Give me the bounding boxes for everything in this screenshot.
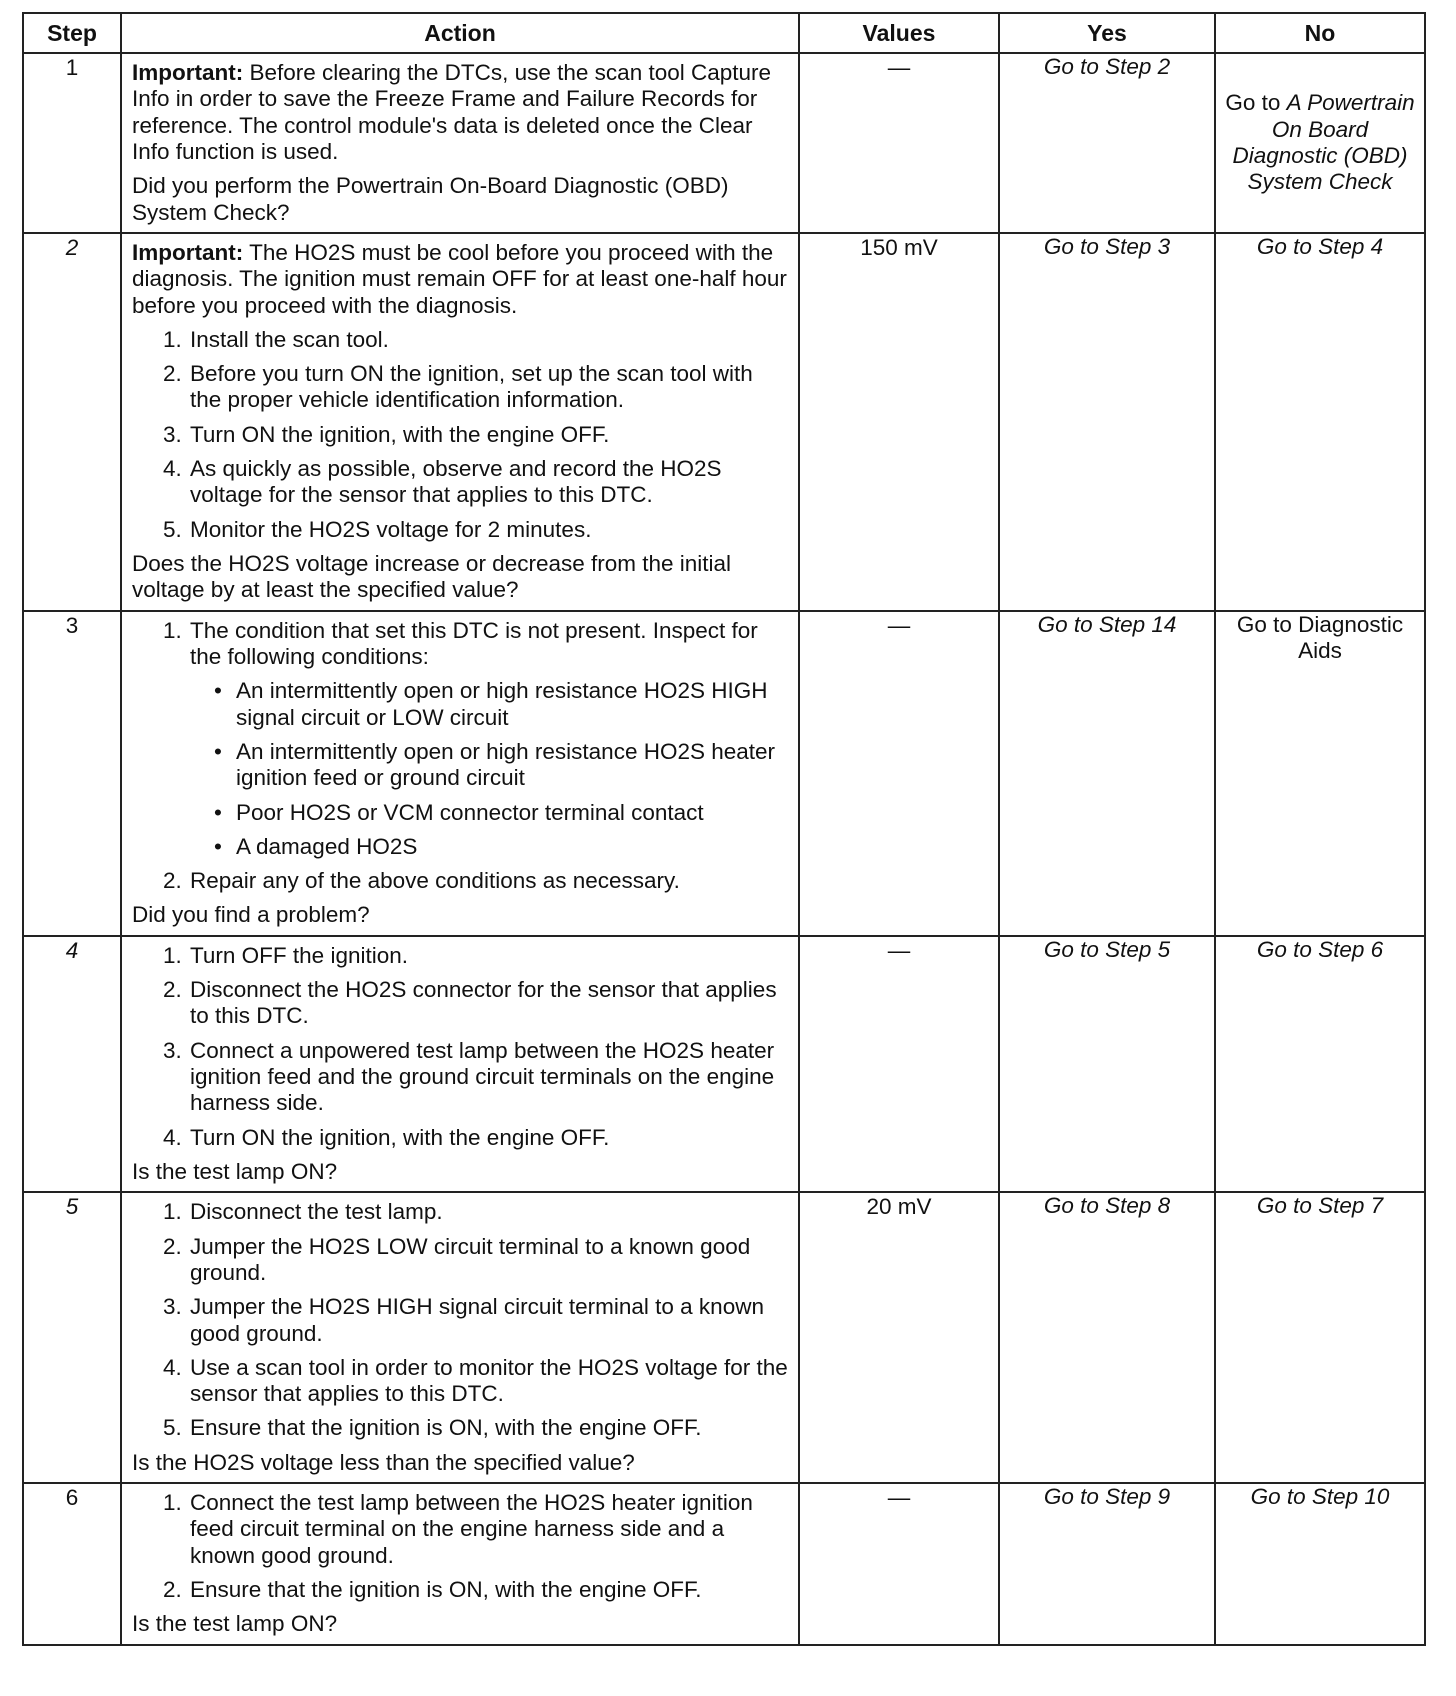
bullet-item: • Poor HO2S or VCM connector terminal contact	[214, 800, 788, 826]
value-cell: —	[799, 611, 999, 936]
list-item: 3. Jumper the HO2S HIGH signal circuit terminal to a known good ground.	[188, 1294, 788, 1347]
important-text: The HO2S must be cool before you proceed with the diagnosis. The ignition must remain OFF for at least one-half hour before you proceed with the diagnosis.	[132, 239, 787, 318]
step-number: 1	[23, 53, 121, 233]
step-number: 6	[23, 1483, 121, 1645]
no-target: A Powertrain On Board Diagnostic (OBD) System Check	[1232, 90, 1415, 195]
yes-link[interactable]: Go to Step 5	[999, 936, 1215, 1193]
yes-link[interactable]: Go to Step 8	[999, 1192, 1215, 1483]
no-link[interactable]: Go to Step 10	[1215, 1483, 1425, 1645]
value-cell: 20 mV	[799, 1192, 999, 1483]
important-note	[132, 60, 788, 165]
table-row-step-5	[23, 1192, 1425, 1483]
yes-link[interactable]: Go to Step 9	[999, 1483, 1215, 1645]
bullet-item: • An intermittently open or high resistance HO2S heater ignition feed or ground circuit	[214, 739, 788, 792]
list-item: 3. Turn ON the ignition, with the engine OFF.	[188, 422, 788, 448]
important-label: Important:	[132, 60, 244, 85]
action-cell	[121, 1483, 799, 1645]
action-cell	[121, 233, 799, 611]
action-cell	[121, 53, 799, 233]
list-item: 5. Monitor the HO2S voltage for 2 minutes.	[188, 517, 788, 543]
important-note	[132, 240, 788, 319]
action-cell	[121, 611, 799, 936]
header-yes: Yes	[999, 13, 1215, 53]
list-item: 1. Turn OFF the ignition.	[188, 943, 788, 969]
condition-list	[190, 678, 788, 860]
list-item: 4. As quickly as possible, observe and record the HO2S voltage for the sensor that applies to this DTC.	[188, 456, 788, 509]
table-row-step-6	[23, 1483, 1425, 1645]
header-row	[23, 13, 1425, 53]
diagnostic-table	[22, 12, 1426, 1646]
table-row-step-2	[23, 233, 1425, 611]
bullet-item: • A damaged HO2S	[214, 834, 788, 860]
no-link[interactable]: Go to Step 4	[1215, 233, 1425, 611]
list-item	[188, 618, 788, 861]
bullet-item: • An intermittently open or high resistance HO2S HIGH signal circuit or LOW circuit	[214, 678, 788, 731]
important-text: Before clearing the DTCs, use the scan tool Capture Info in order to save the Freeze Frame and Failure Records for reference. The control module's data is deleted once the Clear Info function is used.	[132, 60, 772, 164]
value-cell: —	[799, 936, 999, 1193]
list-item: 2. Before you turn ON the ignition, set up the scan tool with the proper vehicle identification information.	[188, 361, 788, 414]
no-link[interactable]: Go to Step 7	[1215, 1192, 1425, 1483]
question-text: Is the HO2S voltage less than the specified value?	[132, 1449, 635, 1475]
value-cell: 150 mV	[799, 233, 999, 611]
list-item: 1. Connect the test lamp between the HO2S heater ignition feed circuit terminal on the engine harness side and a known good ground.	[188, 1490, 788, 1569]
question-text: Is the test lamp ON?	[132, 1611, 338, 1637]
table-row-step-4	[23, 936, 1425, 1193]
step-list	[132, 1199, 788, 1442]
step-number: 3	[23, 611, 121, 936]
step-number: 5	[23, 1192, 121, 1483]
question-text: Did you find a problem?	[132, 902, 370, 928]
list-item-text: The condition that set this DTC is not present. Inspect for the following conditions:	[190, 617, 758, 669]
action-cell	[121, 1192, 799, 1483]
question-text: Is the test lamp ON?	[132, 1158, 338, 1184]
yes-link[interactable]: Go to Step 14	[999, 611, 1215, 936]
table-row-step-1	[23, 53, 1425, 233]
header-action: Action	[121, 13, 799, 53]
important-label: Important:	[132, 239, 244, 265]
list-item: 2. Ensure that the ignition is ON, with the engine OFF.	[188, 1577, 788, 1603]
value-cell: —	[799, 53, 999, 233]
yes-link[interactable]: Go to Step 2	[999, 53, 1215, 233]
list-item: 4. Turn ON the ignition, with the engine OFF.	[188, 1125, 788, 1151]
action-cell	[121, 936, 799, 1193]
no-link[interactable]: Go to Diagnostic Aids	[1215, 611, 1425, 936]
list-item: 2. Disconnect the HO2S connector for the sensor that applies to this DTC.	[188, 977, 788, 1030]
step-list	[132, 618, 788, 895]
step-number: 2	[23, 233, 121, 611]
list-item: 1. Disconnect the test lamp.	[188, 1199, 788, 1225]
question-text: Does the HO2S voltage increase or decrease from the initial voltage by at least the specified value?	[132, 551, 732, 603]
no-prefix: Go to	[1225, 90, 1281, 116]
list-item: 5. Ensure that the ignition is ON, with the engine OFF.	[188, 1415, 788, 1441]
yes-link[interactable]: Go to Step 3	[999, 233, 1215, 611]
list-item: 1. Install the scan tool.	[188, 327, 788, 353]
value-cell: —	[799, 1483, 999, 1645]
header-step: Step	[23, 13, 121, 53]
step-list	[132, 1490, 788, 1603]
step-list	[132, 327, 788, 543]
step-list	[132, 943, 788, 1151]
list-item: 3. Connect a unpowered test lamp between the HO2S heater ignition feed and the ground circuit terminals on the engine harness side.	[188, 1038, 788, 1117]
step-number: 4	[23, 936, 121, 1193]
list-item: 2. Repair any of the above conditions as necessary.	[188, 868, 788, 894]
no-link[interactable]: Go to Step 6	[1215, 936, 1425, 1193]
header-values: Values	[799, 13, 999, 53]
list-item: 2. Jumper the HO2S LOW circuit terminal to a known good ground.	[188, 1234, 788, 1287]
no-link[interactable]	[1215, 53, 1425, 233]
list-item: 4. Use a scan tool in order to monitor the HO2S voltage for the sensor that applies to this DTC.	[188, 1355, 788, 1408]
question-text: Did you perform the Powertrain On-Board Diagnostic (OBD) System Check?	[132, 173, 729, 225]
table-row-step-3	[23, 611, 1425, 936]
header-no: No	[1215, 13, 1425, 53]
